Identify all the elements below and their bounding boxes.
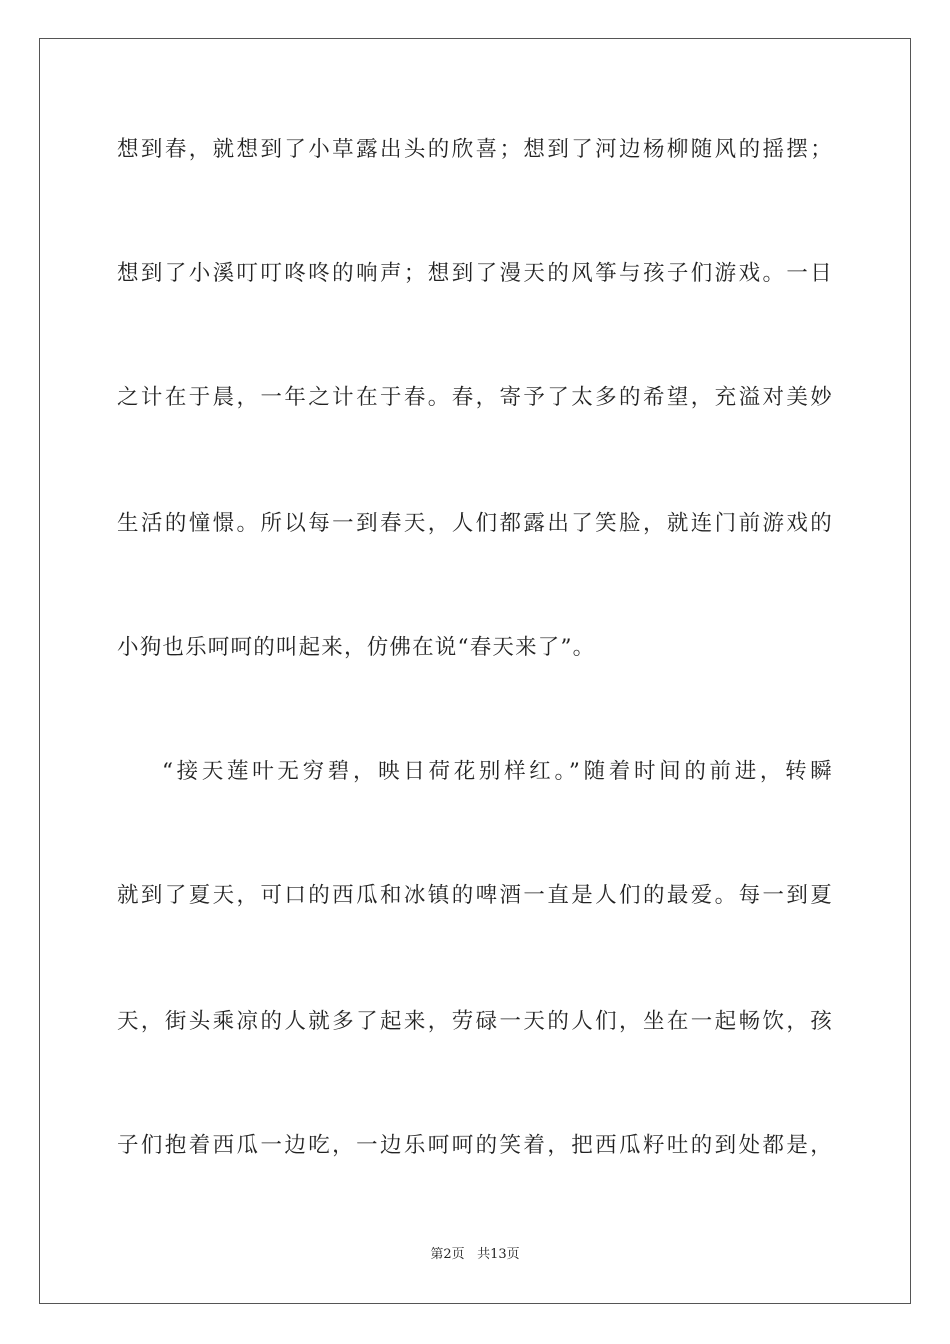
- paragraph-line-7: 就到了夏天，可口的西瓜和冰镇的啤酒一直是人们的最爱。每一到夏: [117, 883, 833, 908]
- paragraph-line-5: 小狗也乐呵呵的叫起来，仿佛在说“春天来了”。: [117, 635, 596, 660]
- paragraph-line-2: 想到了小溪叮叮咚咚的响声；想到了漫天的风筝与孩子们游戏。一日: [117, 261, 833, 286]
- paragraph-line-6: “接天莲叶无穷碧，映日荷花别样红。”随着时间的前进，转瞬: [162, 759, 833, 784]
- paragraph-line-4: 生活的憧憬。所以每一到春天，人们都露出了笑脸，就连门前游戏的: [117, 511, 833, 536]
- paragraph-line-3: 之计在于晨，一年之计在于春。春，寄予了太多的希望，充溢对美妙: [117, 385, 833, 410]
- paragraph-line-8: 天，街头乘凉的人就多了起来，劳碌一天的人们，坐在一起畅饮，孩: [117, 1009, 833, 1034]
- paragraph-line-1: 想到春，就想到了小草露出头的欣喜；想到了河边杨柳随风的摇摆；: [117, 137, 833, 162]
- page-border: [39, 38, 911, 1304]
- page-total: 共13页: [477, 1247, 520, 1262]
- page-footer: [0, 1247, 950, 1263]
- paragraph-line-9: 子们抱着西瓜一边吃，一边乐呵呵的笑着，把西瓜籽吐的到处都是，: [117, 1133, 833, 1158]
- page-number: 第2页: [430, 1247, 465, 1262]
